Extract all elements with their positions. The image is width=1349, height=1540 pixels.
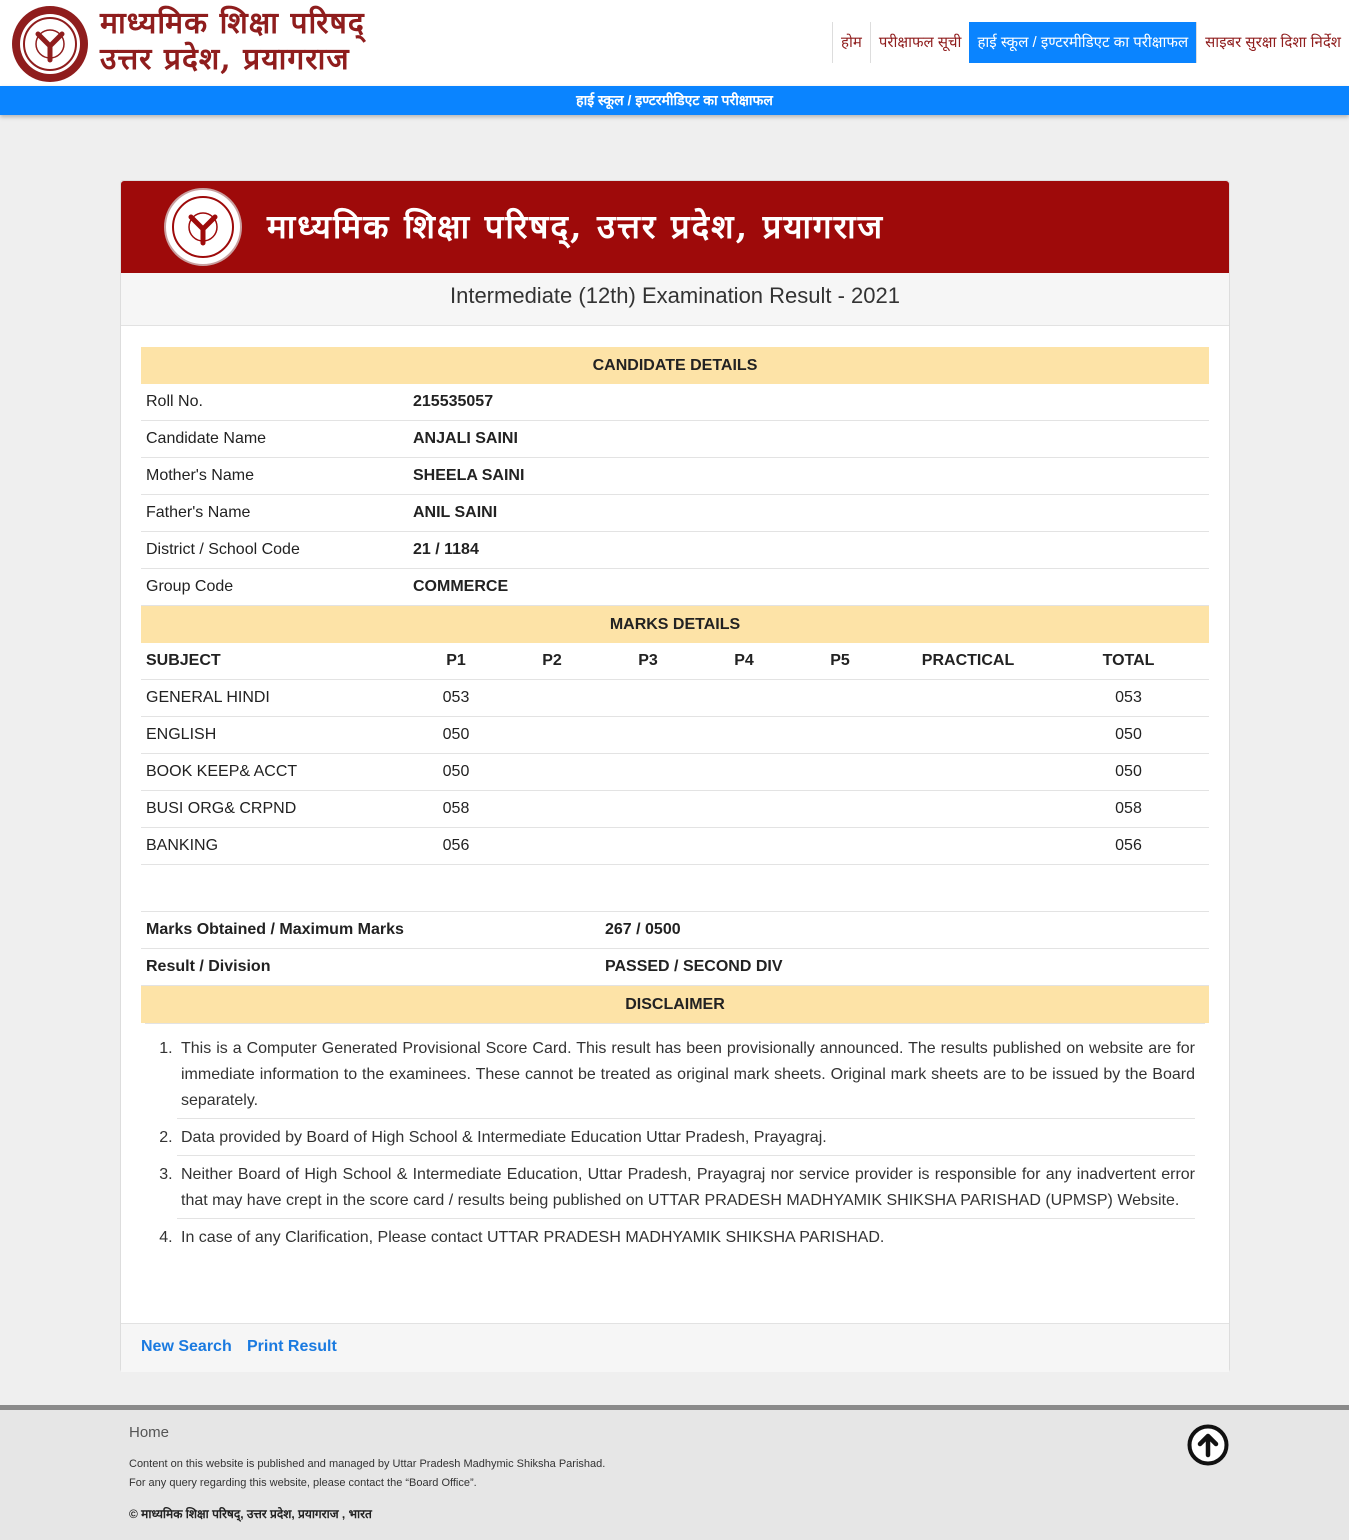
- mark-p3: [600, 828, 696, 865]
- table-row: [141, 949, 1209, 986]
- col-p4: P4: [696, 643, 792, 680]
- print-result-link[interactable]: Print Result: [247, 1338, 337, 1355]
- mother-name-value: SHEELA SAINI: [408, 458, 1209, 495]
- list-item: 1. This is a Computer Generated Provisional Score Card. This result has been provisionally announced. The results published on website are for immediate information to the examinees. These cannot be treated as original mark sheets. Original mark sheets are to be issued by the Board separately.: [177, 1030, 1195, 1119]
- nav-home[interactable]: होम: [832, 22, 870, 63]
- disclaimer-list: [145, 1023, 1205, 1255]
- table-row: [141, 680, 1209, 717]
- nav-hs-inter-result[interactable]: हाई स्कूल / इण्टरमीडिएट का परीक्षाफल: [969, 22, 1196, 63]
- marks-header-row: [141, 643, 1209, 680]
- father-name-value: ANIL SAINI: [408, 495, 1209, 532]
- col-subject: SUBJECT: [141, 643, 408, 680]
- result-banner: [121, 181, 1229, 273]
- spacer-row: [141, 865, 1209, 912]
- roll-no-value: 215535057: [408, 384, 1209, 421]
- mark-p3: [600, 717, 696, 754]
- table-row: [141, 421, 1209, 458]
- col-p5: P5: [792, 643, 888, 680]
- subject-name: BANKING: [141, 828, 408, 865]
- mark-p2: [504, 680, 600, 717]
- candidate-name-value: ANJALI SAINI: [408, 421, 1209, 458]
- subject-name: BUSI ORG& CRPND: [141, 791, 408, 828]
- result-content: [141, 347, 1209, 1255]
- mark-practical: [888, 717, 1048, 754]
- card-actions: [121, 1323, 1229, 1372]
- table-row: [141, 912, 1209, 949]
- mark-p5: [792, 717, 888, 754]
- mark-p2: [504, 754, 600, 791]
- subject-name: BOOK KEEP& ACCT: [141, 754, 408, 791]
- banner-title: माध्यमिक शिक्षा परिषद्, उत्तर प्रदेश, प्रयागराज: [267, 207, 885, 246]
- mark-p5: [792, 680, 888, 717]
- mark-p1: 050: [408, 717, 504, 754]
- site-header: [0, 0, 1349, 86]
- mark-p3: [600, 680, 696, 717]
- site-title-line2: उत्तर प्रदेश, प्रयागराज: [100, 42, 350, 77]
- footer-query-note: For any query regarding this website, please contact the “Board Office”.: [129, 1477, 477, 1489]
- mark-p1: 053: [408, 680, 504, 717]
- table-row: [141, 791, 1209, 828]
- table-row: [141, 754, 1209, 791]
- subject-name: GENERAL HINDI: [141, 680, 408, 717]
- marks-details-heading: MARKS DETAILS: [141, 606, 1209, 643]
- mother-name-label: Mother's Name: [141, 458, 408, 495]
- mark-p3: [600, 754, 696, 791]
- mark-p5: [792, 754, 888, 791]
- list-item: 3. Neither Board of High School & Intermediate Education, Uttar Pradesh, Prayagraj nor service provider is responsible for any inadvertent error that may have crept in the score card / results being published on UTTAR PRADESH MADHYAMIK SHIKSHA PARISHAD (UPMSP) Website.: [177, 1156, 1195, 1219]
- mark-p3: [600, 791, 696, 828]
- mark-total: 058: [1048, 791, 1209, 828]
- mark-p2: [504, 717, 600, 754]
- summary-table: [141, 912, 1209, 986]
- candidate-name-label: Candidate Name: [141, 421, 408, 458]
- table-row: [141, 495, 1209, 532]
- main-nav: [832, 22, 1349, 63]
- roll-no-label: Roll No.: [141, 384, 408, 421]
- list-item: 4. In case of any Clarification, Please contact UTTAR PRADESH MADHYAMIK SHIKSHA PARISHAD.: [177, 1219, 1195, 1255]
- table-row: [141, 458, 1209, 495]
- mark-practical: [888, 828, 1048, 865]
- school-code-label: District / School Code: [141, 532, 408, 569]
- sub-header-bar: हाई स्कूल / इण्टरमीडिएट का परीक्षाफल: [0, 86, 1349, 115]
- mark-p4: [696, 791, 792, 828]
- mark-practical: [888, 791, 1048, 828]
- result-division-value: PASSED / SECOND DIV: [600, 949, 1209, 986]
- marks-obtained-value: 267 / 0500: [600, 912, 1209, 949]
- disclaimer-heading: DISCLAIMER: [141, 986, 1209, 1023]
- table-row: [141, 532, 1209, 569]
- table-row: [141, 828, 1209, 865]
- site-title-line1: माध्यमिक शिक्षा परिषद्: [100, 6, 365, 41]
- banner-emblem-icon: [163, 187, 243, 267]
- mark-p2: [504, 791, 600, 828]
- mark-p4: [696, 754, 792, 791]
- mark-p2: [504, 828, 600, 865]
- mark-p5: [792, 828, 888, 865]
- table-row: [141, 384, 1209, 421]
- group-code-value: COMMERCE: [408, 569, 1209, 606]
- mark-p1: 050: [408, 754, 504, 791]
- exam-title: Intermediate (12th) Examination Result - 2021: [121, 273, 1229, 326]
- mark-total: 053: [1048, 680, 1209, 717]
- col-practical: PRACTICAL: [888, 643, 1048, 680]
- new-search-link[interactable]: New Search: [141, 1338, 232, 1355]
- mark-practical: [888, 680, 1048, 717]
- nav-result-list[interactable]: परीक्षाफल सूची: [870, 22, 970, 63]
- spacer-cell: [141, 865, 1209, 912]
- arrow-up-circle-icon[interactable]: [1187, 1424, 1229, 1466]
- footer-home-link[interactable]: Home: [129, 1424, 170, 1441]
- mark-total: 050: [1048, 717, 1209, 754]
- upmsp-logo-icon[interactable]: [10, 4, 90, 84]
- marks-obtained-label: Marks Obtained / Maximum Marks: [141, 912, 600, 949]
- footer-content-note: Content on this website is published and managed by Uttar Pradesh Madhymic Shiksha Parishad.: [129, 1458, 606, 1470]
- list-item: 2. Data provided by Board of High School & Intermediate Education Uttar Pradesh, Prayagraj.: [177, 1119, 1195, 1156]
- col-p1: P1: [408, 643, 504, 680]
- mark-p1: 058: [408, 791, 504, 828]
- result-card: [120, 180, 1230, 1372]
- mark-practical: [888, 754, 1048, 791]
- col-p2: P2: [504, 643, 600, 680]
- mark-p4: [696, 680, 792, 717]
- candidate-details-heading: CANDIDATE DETAILS: [141, 347, 1209, 384]
- mark-p5: [792, 791, 888, 828]
- group-code-label: Group Code: [141, 569, 408, 606]
- mark-p4: [696, 717, 792, 754]
- father-name-label: Father's Name: [141, 495, 408, 532]
- mark-total: 050: [1048, 754, 1209, 791]
- nav-cyber-security[interactable]: साइबर सुरक्षा दिशा निर्देश: [1196, 22, 1349, 63]
- candidate-table: [141, 384, 1209, 606]
- site-footer: [0, 1405, 1349, 1540]
- table-row: [141, 717, 1209, 754]
- table-row: [141, 569, 1209, 606]
- mark-p1: 056: [408, 828, 504, 865]
- spacer-table: [141, 865, 1209, 912]
- subject-name: ENGLISH: [141, 717, 408, 754]
- footer-copyright: © माध्यमिक शिक्षा परिषद्, उत्तर प्रदेश, प्रयागराज , भारत: [129, 1507, 372, 1521]
- result-division-label: Result / Division: [141, 949, 600, 986]
- mark-total: 056: [1048, 828, 1209, 865]
- marks-table: [141, 643, 1209, 865]
- site-title: [100, 6, 365, 78]
- school-code-value: 21 / 1184: [408, 532, 1209, 569]
- mark-p4: [696, 828, 792, 865]
- col-total: TOTAL: [1048, 643, 1209, 680]
- col-p3: P3: [600, 643, 696, 680]
